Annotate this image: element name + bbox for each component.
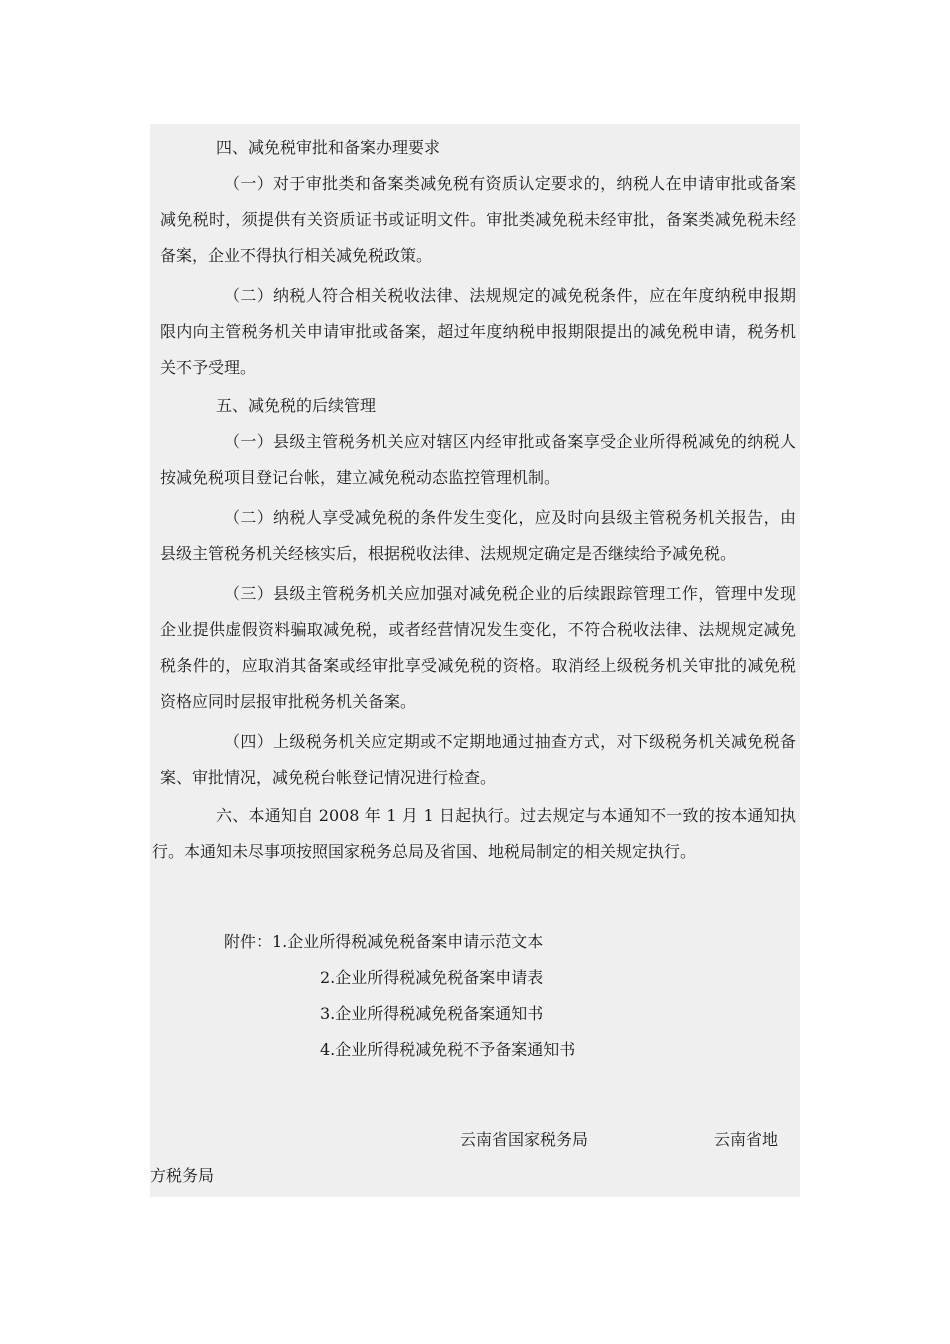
attachment-item-2: 2.企业所得税减免税备案申请表 bbox=[320, 968, 544, 987]
document-body bbox=[152, 130, 796, 1194]
attachment-item-4: 4.企业所得税减免税不予备案通知书 bbox=[320, 1040, 576, 1059]
attachment-item-3: 3.企业所得税减免税备案通知书 bbox=[320, 1004, 544, 1023]
signature-local-tax-bureau-part1: 云南省地 bbox=[714, 1130, 779, 1149]
section-6-paragraph: 六、本通知自 2008 年 1 月 1 日起执行。过去规定与本通知不一致的按本通知执行。本通知未尽事项按照国家税务总局及省国、地税局制定的相关规定执行。 bbox=[152, 806, 796, 861]
section-5-paragraph-3: （三）县级主管税务机关应加强对减免税企业的后续跟踪管理工作，管理中发现企业提供虚假资料骗取减免税，或者经营情况发生变化，不符合税收法律、法规规定减免税条件的，应取消其备案或经审批享受减免税的资格。取消经上级税务机关审批的减免税资格应同时层报审批税务机关备案。 bbox=[160, 584, 796, 711]
section-4-paragraph-2: （二）纳税人符合相关税收法律、法规规定的减免税条件，应在年度纳税申报期限内向主管税务机关申请审批或备案，超过年度纳税申报期限提出的减免税申请，税务机关不予受理。 bbox=[160, 286, 796, 377]
signature-line bbox=[152, 1122, 796, 1158]
section-5-paragraph-4: （四）上级税务机关应定期或不定期地通过抽查方式，对下级税务机关减免税备案、审批情况，减免税台帐登记情况进行检查。 bbox=[160, 732, 796, 787]
section-5-heading: 五、减免税的后续管理 bbox=[216, 396, 377, 415]
section-5-paragraph-2: （二）纳税人享受减免税的条件发生变化，应及时向县级主管税务机关报告，由县级主管税务机关经核实后，根据税收法律、法规规定确定是否继续给予减免税。 bbox=[160, 508, 796, 563]
signature-national-tax-bureau: 云南省国家税务局 bbox=[460, 1130, 589, 1149]
section-4-heading: 四、减免税审批和备案办理要求 bbox=[216, 138, 441, 157]
attachment-item-1: 附件：1.企业所得税减免税备案申请示范文本 bbox=[224, 932, 544, 951]
signature-local-tax-bureau-part2: 方税务局 bbox=[150, 1166, 215, 1185]
section-4-paragraph-1: （一）对于审批类和备案类减免税有资质认定要求的，纳税人在申请审批或备案减免税时，须提供有关资质证书或证明文件。审批类减免税未经审批，备案类减免税未经备案，企业不得执行相关减免税政策。 bbox=[160, 174, 796, 265]
section-5-paragraph-1: （一）县级主管税务机关应对辖区内经审批或备案享受企业所得税减免的纳税人按减免税项目登记台帐，建立减免税动态监控管理机制。 bbox=[160, 432, 796, 487]
